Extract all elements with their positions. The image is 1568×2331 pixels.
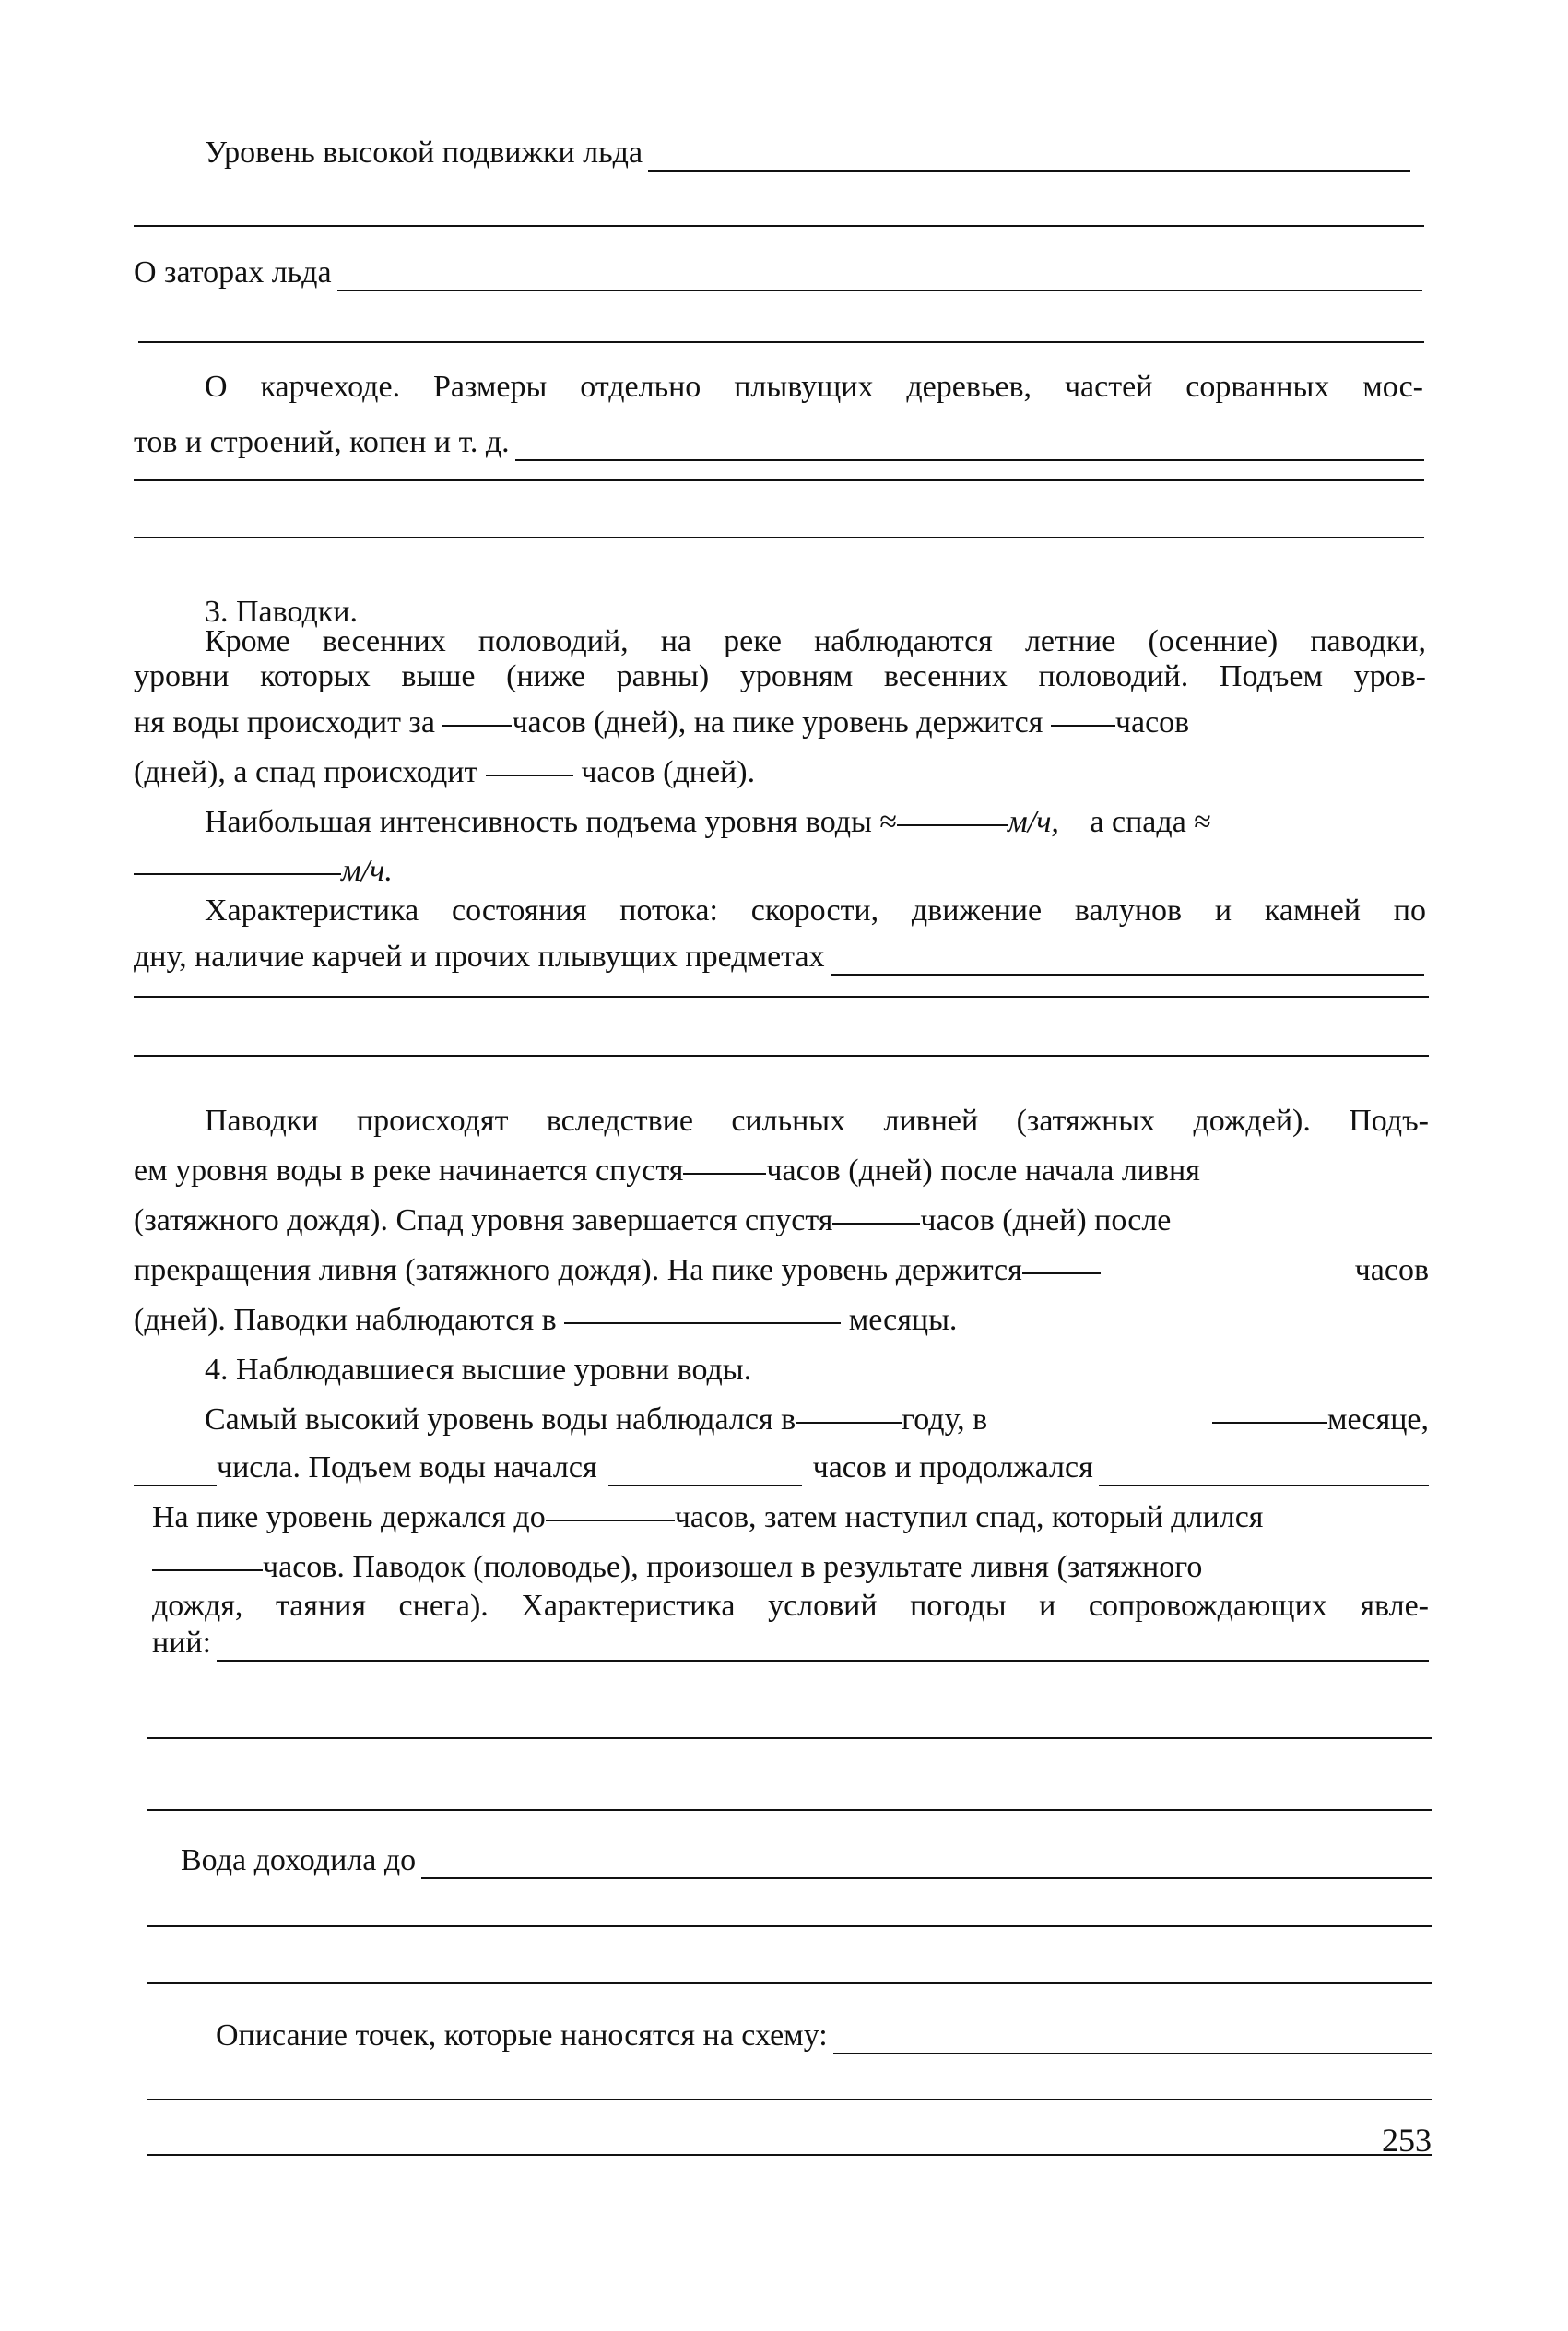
- answer-blank: [683, 1154, 766, 1175]
- answer-rule: [134, 479, 1424, 481]
- page-number: 253: [1382, 2122, 1432, 2159]
- section-3-heading: 3. Паводки.: [205, 595, 358, 629]
- paragraph-line: Паводки происходят вследствие сильных ливней (затяжных дождей). Подъ-: [205, 1104, 1429, 1138]
- answer-blank: [648, 149, 1410, 172]
- ice-jams-line: [134, 254, 1422, 291]
- paragraph-line: (дней). Паводки наблюдаются в месяцы.: [134, 1303, 958, 1337]
- answer-blank: [831, 953, 1424, 976]
- answer-blank: [564, 1304, 841, 1324]
- answer-blank: [1099, 1464, 1429, 1486]
- paragraph-line: Наибольшая интенсивность подъема уровня воды ≈ м/ч, а спада ≈: [205, 805, 1211, 839]
- paragraph-line: дну, наличие карчей и прочих плывущих предметах: [134, 939, 1424, 976]
- paragraph-line: прекращения ливня (затяжного дождя). На пике уровень держится часов: [134, 1253, 1429, 1287]
- paragraph-line: дождя, таяния снега). Характеристика условий погоды и сопровождающих явле-: [152, 1589, 1429, 1623]
- points-description-line: Описание точек, которые наносятся на схему:: [216, 2017, 1432, 2054]
- debris-line-1: О карчеходе. Размеры отдельно плывущих деревьев, частей сорванных мос-: [205, 370, 1423, 404]
- paragraph-line: Характеристика состояния потока: скорости, движение валунов и камней по: [205, 893, 1426, 928]
- paragraph-line: ем уровня воды в реке начинается спустя часов (дней) после начала ливня: [134, 1154, 1200, 1188]
- high-ice-label: Уровень высокой подвижки льда: [205, 136, 643, 170]
- answer-blank: [134, 855, 341, 875]
- section-4-heading: 4. Наблюдавшиеся высшие уровни воды.: [205, 1353, 752, 1387]
- answer-blank: [337, 269, 1422, 291]
- answer-rule: [147, 1809, 1432, 1811]
- high-ice-line: [205, 135, 1410, 172]
- answer-rule: [134, 225, 1424, 227]
- paragraph-line: (дней), а спад происходит часов (дней).: [134, 755, 756, 789]
- answer-blank: [152, 1551, 263, 1571]
- paragraph-line: ня воды происходит за часов (дней), на пике уровень держится часов: [134, 705, 1190, 740]
- paragraph-line: (затяжного дождя). Спад уровня завершается спустя часов (дней) после: [134, 1203, 1172, 1237]
- answer-blank: [421, 1857, 1432, 1879]
- answer-blank: [442, 706, 512, 727]
- answer-blank: [134, 1466, 217, 1486]
- answer-blank: [546, 1501, 675, 1521]
- paragraph-line: часов. Паводок (половодье), произошел в результате ливня (затяжного: [152, 1549, 1202, 1586]
- paragraph-line: ний:: [152, 1625, 1429, 1662]
- ice-jams-label: О заторах льда: [134, 255, 332, 290]
- answer-blank: [833, 2032, 1432, 2054]
- answer-rule: [147, 1925, 1432, 1927]
- answer-blank: [796, 1403, 902, 1424]
- answer-rule: [134, 996, 1429, 998]
- answer-blank: [486, 756, 573, 776]
- paragraph-line: На пике уровень держался до часов, затем наступил спад, который длился: [152, 1500, 1264, 1534]
- debris-line-2: тов и строений, копен и т. д.: [134, 424, 1424, 461]
- water-reached-line: Вода доходила до: [181, 1842, 1432, 1879]
- answer-blank: [217, 1639, 1429, 1662]
- answer-blank: [832, 1204, 920, 1225]
- paragraph-line: числа. Подъем воды начался часов и продолжался: [134, 1449, 1429, 1486]
- paragraph-line: уровни которых выше (ниже равны) уровням весенних половодий. Подъем уров-: [134, 659, 1426, 693]
- paragraph-line: м/ч.: [134, 853, 393, 890]
- paragraph-line: Самый высокий уровень воды наблюдался в году, в месяце,: [205, 1402, 1429, 1437]
- answer-rule: [147, 2154, 1432, 2156]
- answer-rule: [147, 1737, 1432, 1739]
- answer-blank: [897, 806, 1008, 826]
- answer-blank: [1212, 1403, 1327, 1424]
- answer-blank: [515, 439, 1424, 461]
- answer-rule: [138, 341, 1424, 343]
- paragraph-line: Кроме весенних половодий, на реке наблюдаются летние (осенние) паводки,: [205, 624, 1426, 658]
- answer-rule: [147, 2099, 1432, 2100]
- answer-blank: [1051, 706, 1115, 727]
- answer-rule: [147, 1982, 1432, 1984]
- answer-blank: [1022, 1254, 1101, 1274]
- answer-rule: [134, 537, 1424, 538]
- answer-blank: [608, 1466, 802, 1486]
- answer-rule: [134, 1055, 1429, 1057]
